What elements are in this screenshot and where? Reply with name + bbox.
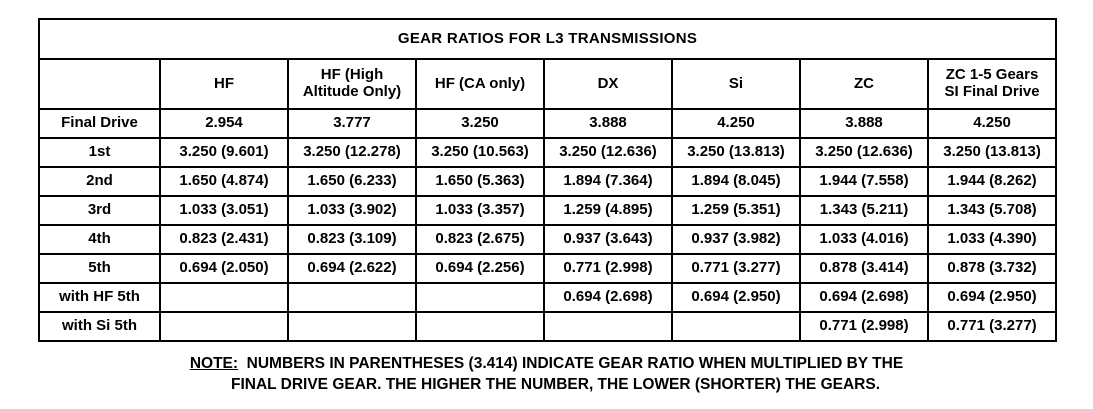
row-label: 5th [39,254,160,283]
table-cell: 1.033 (3.357) [416,196,544,225]
table-cell: 0.771 (2.998) [544,254,672,283]
table-cell: 1.259 (4.895) [544,196,672,225]
row-label: with HF 5th [39,283,160,312]
table-cell: 0.823 (2.675) [416,225,544,254]
table-cell [416,283,544,312]
table-row [39,138,1056,167]
footnote-line-2: FINAL DRIVE GEAR. THE HIGHER THE NUMBER, THE LOWER (SHORTER) THE GEARS. [230,376,880,394]
column-header-line2: Altitude Only) [302,83,402,100]
table-cell: 3.888 [800,109,928,138]
column-header-hf [160,59,288,109]
column-header-line1: HF [214,74,234,92]
table-cell: 1.650 (5.363) [416,167,544,196]
column-header-line1: HF (CA only) [434,74,526,92]
table-cell: 3.250 (12.636) [800,138,928,167]
column-header-line2: SI Final Drive [944,83,1040,100]
table-cell [160,283,288,312]
column-header-line1: ZC [854,74,874,92]
table-cell: 0.823 (2.431) [160,225,288,254]
table-cell: 0.937 (3.982) [672,225,800,254]
table-cell: 1.033 (3.902) [288,196,416,225]
table-header-row [39,59,1056,109]
table-cell: 0.937 (3.643) [544,225,672,254]
table-cell [544,312,672,341]
column-header-hf-ca-only [416,59,544,109]
column-header-line1: HF (High [320,66,384,84]
table-row [39,167,1056,196]
table-row [39,109,1056,138]
table-cell: 3.250 [416,109,544,138]
footnote-line-1 [38,353,1055,374]
table-cell: 3.888 [544,109,672,138]
table-cell: 0.694 (2.256) [416,254,544,283]
table-cell [288,283,416,312]
column-header-blank [39,59,160,109]
table-cell: 0.771 (3.277) [928,312,1056,341]
table-cell: 3.250 (12.636) [544,138,672,167]
column-header-si [672,59,800,109]
row-label: Final Drive [39,109,160,138]
column-header-dx [544,59,672,109]
table-cell: 0.771 (2.998) [800,312,928,341]
table-cell: 1.033 (3.051) [160,196,288,225]
table-cell: 0.878 (3.732) [928,254,1056,283]
row-label: 1st [39,138,160,167]
table-cell: 1.944 (8.262) [928,167,1056,196]
table-cell: 2.954 [160,109,288,138]
table-cell: 0.694 (2.622) [288,254,416,283]
column-header-line1: DX [597,74,619,92]
column-header-zc-si-final-drive [928,59,1056,109]
table-row [39,283,1056,312]
row-label: 4th [39,225,160,254]
table-row [39,196,1056,225]
table-cell: 0.694 (2.698) [544,283,672,312]
table-row [39,254,1056,283]
table-cell [288,312,416,341]
table-title: GEAR RATIOS FOR L3 TRANSMISSIONS [39,19,1056,59]
column-header-zc [800,59,928,109]
row-label: 3rd [39,196,160,225]
column-header-line1: ZC 1-5 Gears [945,66,1039,84]
row-label: with Si 5th [39,312,160,341]
table-cell: 1.033 (4.390) [928,225,1056,254]
table-cell: 3.777 [288,109,416,138]
table-cell: 3.250 (9.601) [160,138,288,167]
footnote-label: NOTE: [189,355,239,372]
table-cell [672,312,800,341]
gear-ratios-table [38,18,1057,342]
table-cell: 1.650 (4.874) [160,167,288,196]
table-row [39,312,1056,341]
table-cell [160,312,288,341]
column-header-hf-high-altitude [288,59,416,109]
column-header-line1: Si [728,74,744,92]
table-cell: 1.894 (8.045) [672,167,800,196]
table-cell: 1.259 (5.351) [672,196,800,225]
table-cell: 0.694 (2.050) [160,254,288,283]
table-cell: 0.823 (3.109) [288,225,416,254]
table-cell: 1.343 (5.211) [800,196,928,225]
table-cell: 3.250 (10.563) [416,138,544,167]
table-row [39,225,1056,254]
table-cell: 0.694 (2.950) [928,283,1056,312]
table-cell: 0.878 (3.414) [800,254,928,283]
table-cell: 1.944 (7.558) [800,167,928,196]
table-cell: 3.250 (13.813) [672,138,800,167]
table-cell: 0.771 (3.277) [672,254,800,283]
table-cell: 4.250 [672,109,800,138]
table-cell [416,312,544,341]
table-cell: 1.343 (5.708) [928,196,1056,225]
table-cell: 1.650 (6.233) [288,167,416,196]
table-cell: 4.250 [928,109,1056,138]
table-cell: 1.894 (7.364) [544,167,672,196]
table-cell: 3.250 (12.278) [288,138,416,167]
footnote-text-1: NUMBERS IN PARENTHESES (3.414) INDICATE GEAR RATIO WHEN MULTIPLIED BY THE [246,355,904,372]
footnote [38,353,1055,396]
row-label: 2nd [39,167,160,196]
table-cell: 0.694 (2.698) [800,283,928,312]
table-cell: 0.694 (2.950) [672,283,800,312]
table-title-row [39,19,1056,59]
table-cell: 3.250 (13.813) [928,138,1056,167]
table-cell: 1.033 (4.016) [800,225,928,254]
